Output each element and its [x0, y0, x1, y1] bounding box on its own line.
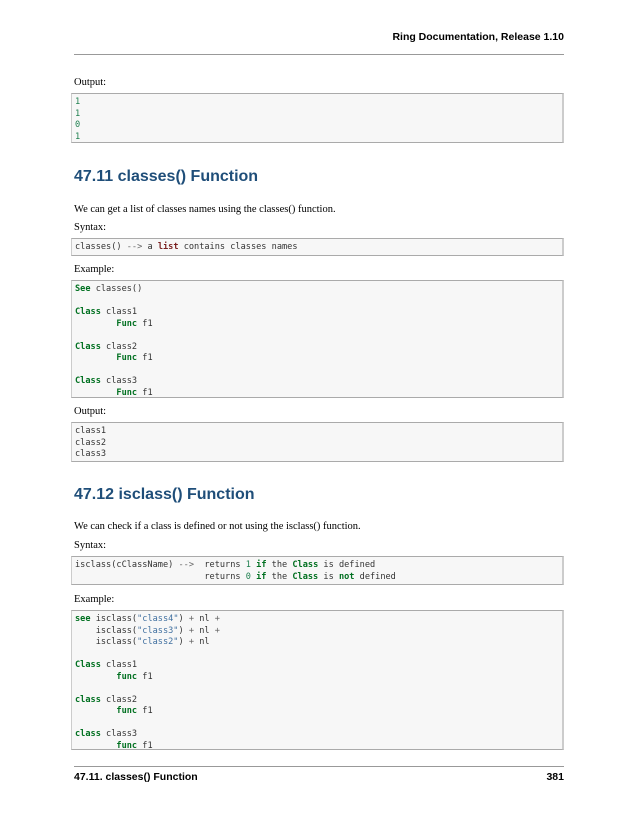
output-label: Output: [74, 77, 107, 88]
syntax-label: Syntax: [74, 540, 107, 551]
section-heading: 47.12 isclass() Function [74, 486, 255, 503]
output-block [71, 422, 564, 462]
syntax-block: isclass(cClassName) --> returns 1 if the Class is defined returns 0 if the Class is not defined [71, 556, 564, 585]
example-label: Example: [74, 264, 115, 275]
output-line: class1 [75, 426, 107, 436]
output-line: class3 [75, 449, 107, 459]
output-block [71, 93, 564, 143]
footer-section-title: 47.11. classes() Function [74, 771, 198, 783]
output-line: 0 [75, 120, 81, 130]
section-heading: 47.11 classes() Function [74, 168, 259, 185]
output-line: 1 [75, 97, 81, 107]
syntax-block: classes() --> a list contains classes names [71, 238, 564, 256]
example-code-block: see isclass("class4") + nl + isclass("class3") + nl + isclass("class2") + nl Class class1 func f1 class class2 func f1 class class3 func f1 [71, 610, 564, 750]
page-number: 381 [546, 771, 564, 783]
output-label: Output: [74, 406, 107, 417]
section-intro: We can get a list of classes names using the classes() function. [74, 204, 336, 215]
output-line: 1 [75, 131, 81, 142]
header-rule [74, 54, 564, 55]
footer-rule [74, 766, 564, 767]
syntax-label: Syntax: [74, 222, 107, 233]
output-line: class2 [75, 437, 107, 448]
section-intro: We can check if a class is defined or not using the isclass() function. [74, 521, 361, 532]
running-header: Ring Documentation, Release 1.10 [392, 31, 564, 43]
example-code-block: See classes() Class class1 Func f1 Class class2 Func f1 Class class3 Func f1 [71, 280, 564, 398]
running-footer [74, 771, 564, 783]
output-line: 1 [75, 108, 81, 119]
example-label: Example: [74, 594, 115, 605]
